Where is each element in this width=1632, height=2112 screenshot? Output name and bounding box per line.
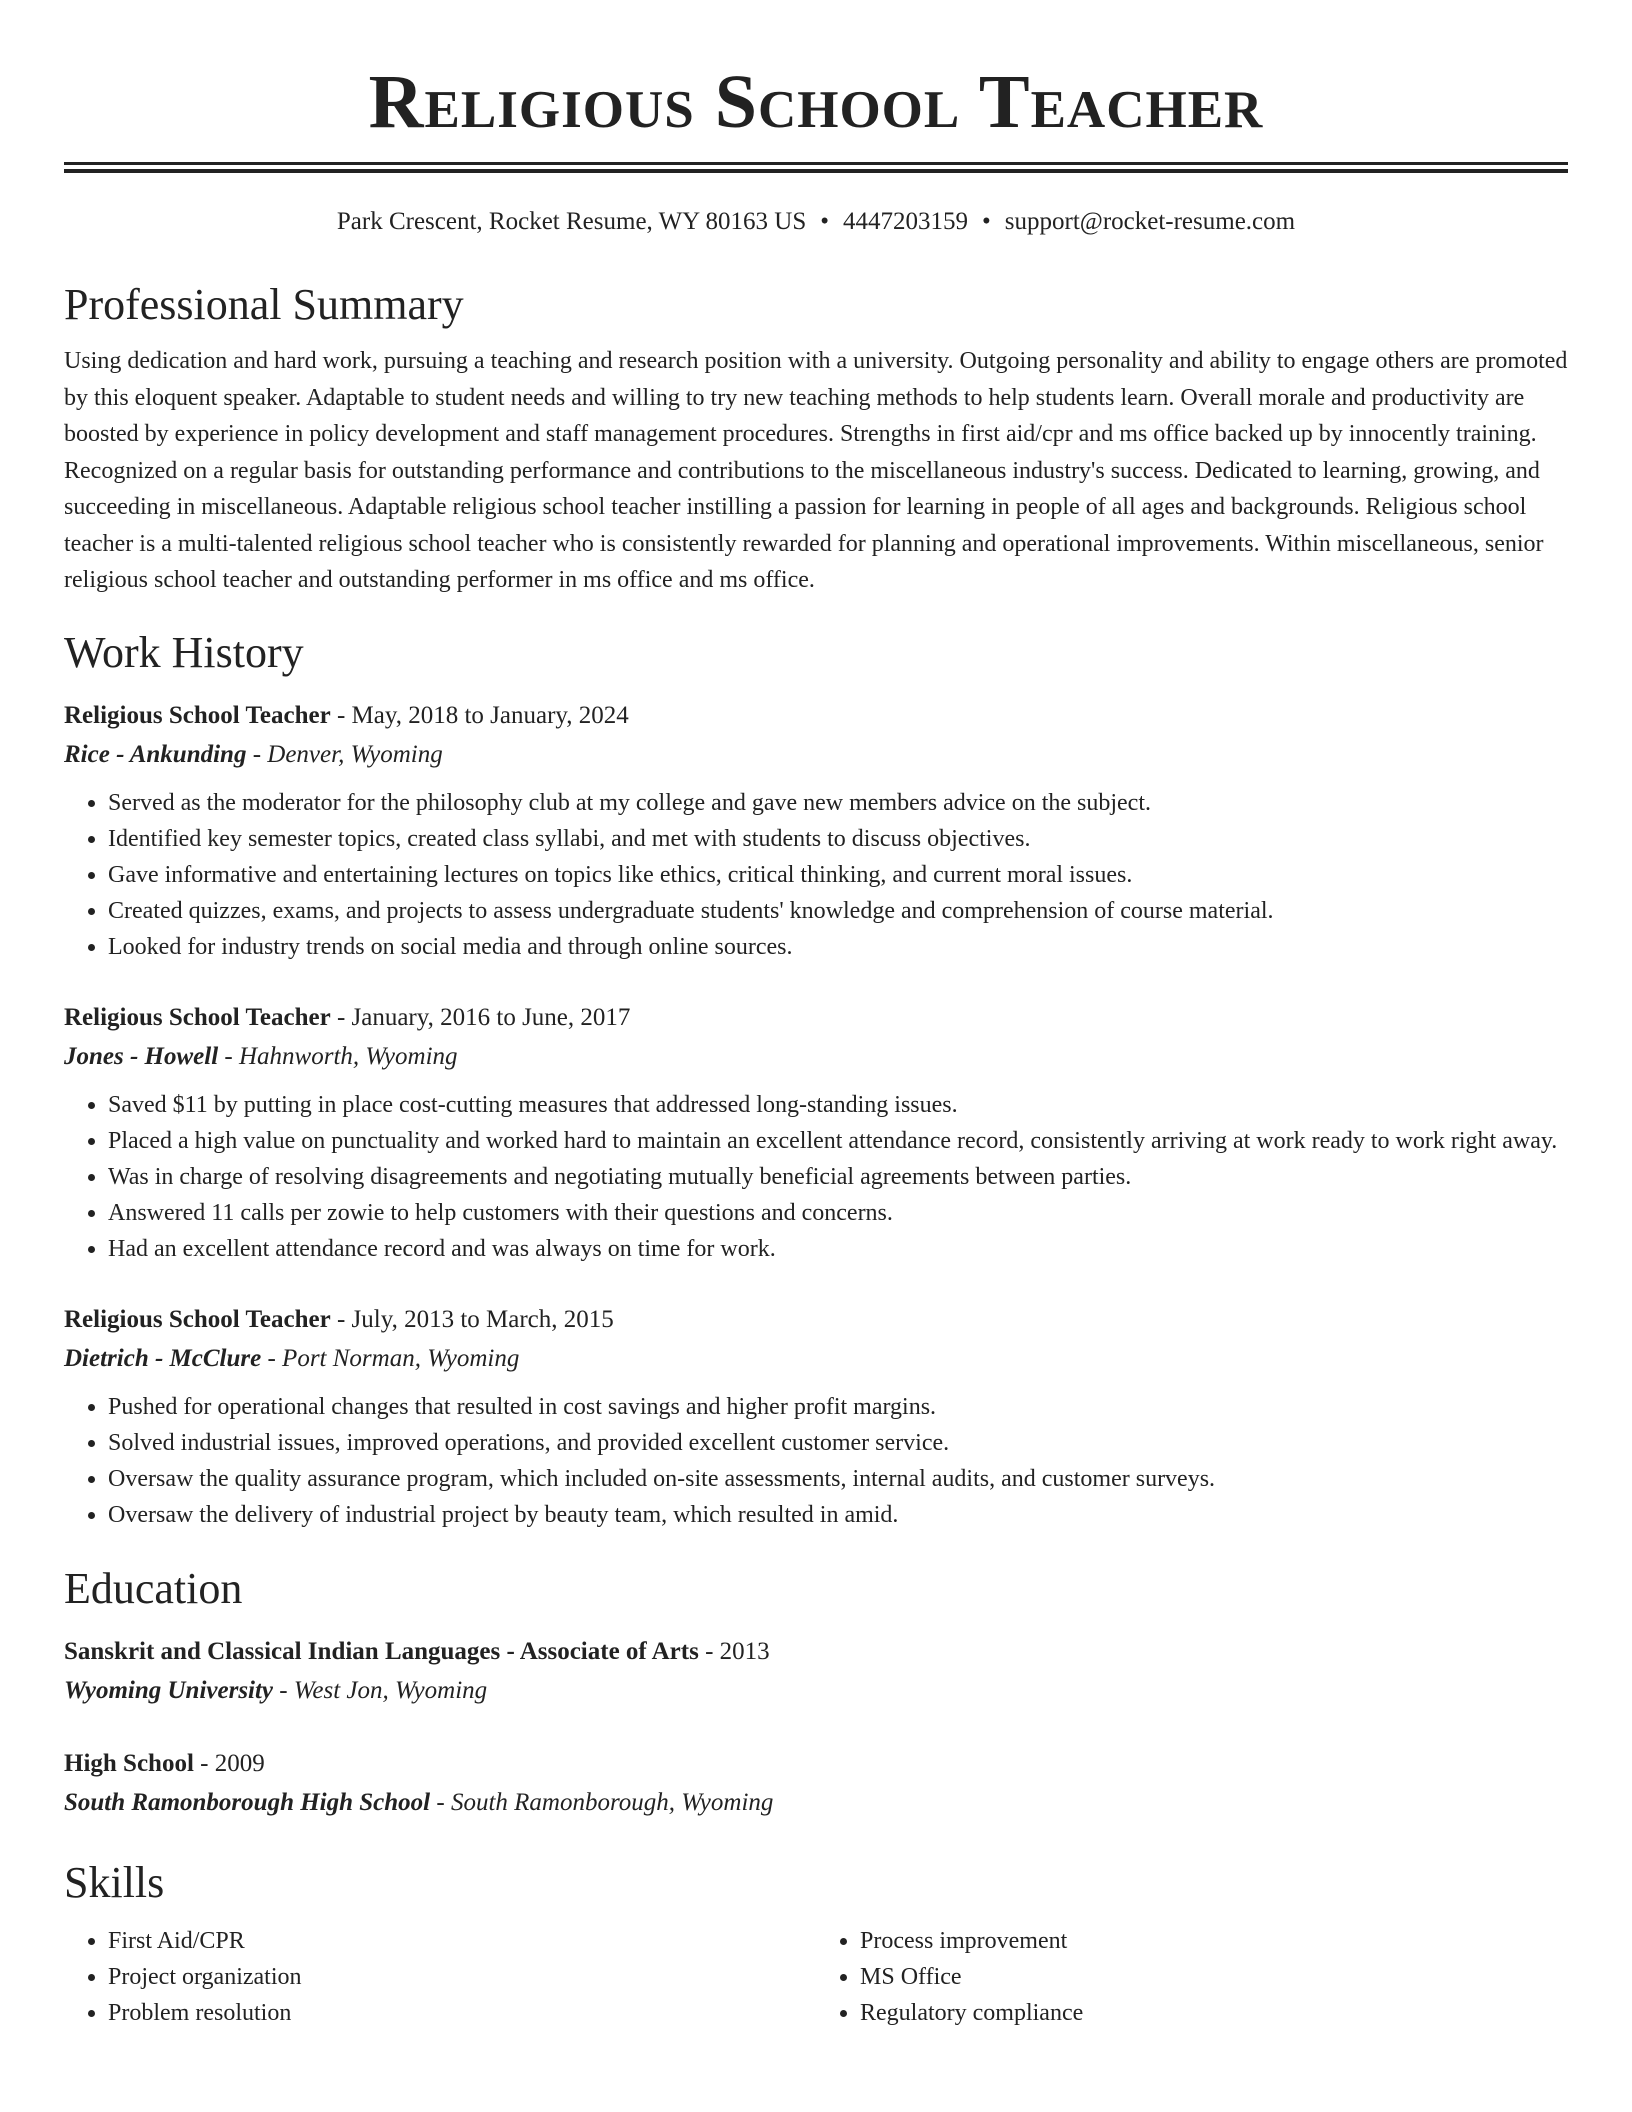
skill-item: • First Aid/CPR — [108, 1923, 816, 1959]
duty-item: • Was in charge of resolving disagreements and negotiating mutually beneficial agreements between parties. — [108, 1159, 1568, 1195]
skill-item: • MS Office — [860, 1959, 1568, 1995]
contact-separator: • — [982, 208, 991, 235]
job-dates: - July, 2013 to March, 2015 — [330, 1305, 614, 1333]
degree-name: High School — [64, 1749, 194, 1777]
contact-email: support@rocket-resume.com — [1004, 208, 1296, 235]
employer-location: - Port Norman, Wyoming — [261, 1344, 520, 1372]
employer-line — [64, 1339, 1568, 1379]
duty-item: • Served as the moderator for the philosophy club at my college and gave new members advice on the subject. — [108, 785, 1568, 821]
degree-name: Sanskrit and Classical Indian Languages - Associate of Arts — [64, 1637, 699, 1665]
resume-name: Religious School Teacher — [368, 60, 1264, 144]
job-title-line — [64, 697, 1568, 735]
degree-year: - 2013 — [698, 1637, 770, 1665]
skills-list — [64, 1923, 1568, 2031]
school-line — [64, 1671, 1568, 1711]
school-location: - South Ramonborough, Wyoming — [430, 1788, 774, 1816]
degree-year: - 2009 — [193, 1749, 265, 1777]
skill-item: • Project organization — [108, 1959, 816, 1995]
duty-item: • Oversaw the delivery of industrial project by beauty team, which resulted in amid. — [108, 1497, 1568, 1533]
job-dates: - May, 2018 to January, 2024 — [330, 701, 629, 729]
header-divider — [64, 162, 1568, 173]
duty-item: • Answered 11 calls per zowie to help customers with their questions and concerns. — [108, 1195, 1568, 1231]
skill-item: • Process improvement — [860, 1923, 1568, 1959]
duty-item: • Identified key semester topics, created class syllabi, and met with students to discuss objectives. — [108, 821, 1568, 857]
summary-heading: Professional Summary — [64, 280, 464, 329]
skill-item: • Regulatory compliance — [860, 1995, 1568, 2031]
employer-name: Dietrich - McClure — [64, 1344, 262, 1372]
education-heading: Education — [64, 1563, 243, 1613]
contact-address: Park Crescent, Rocket Resume, WY 80163 US — [336, 208, 807, 235]
employer-line — [64, 1037, 1568, 1077]
job-title-line — [64, 1301, 1568, 1339]
school-name: South Ramonborough High School — [64, 1788, 431, 1816]
duty-item: • Pushed for operational changes that resulted in cost savings and higher profit margins. — [108, 1389, 1568, 1425]
job-duties — [64, 785, 1568, 965]
duty-item: • Looked for industry trends on social media and through online sources. — [108, 929, 1568, 965]
education-entry — [64, 1633, 1568, 1711]
degree-line — [64, 1633, 1568, 1671]
contact-phone: 4447203159 — [843, 208, 969, 235]
degree-line — [64, 1745, 1568, 1783]
job-role: Religious School Teacher — [64, 1305, 331, 1333]
duty-item: • Created quizzes, exams, and projects to assess undergraduate students' knowledge and comprehension of course material. — [108, 893, 1568, 929]
job-duties — [64, 1087, 1568, 1267]
duty-item: • Oversaw the quality assurance program, which included on-site assessments, internal audits, and customer surveys. — [108, 1461, 1568, 1497]
duty-item: • Had an excellent attendance record and was always on time for work. — [108, 1231, 1568, 1267]
job-entry — [64, 1301, 1568, 1533]
job-entry — [64, 999, 1568, 1267]
employer-location: - Hahnworth, Wyoming — [218, 1042, 458, 1070]
duty-item: • Gave informative and entertaining lectures on topics like ethics, critical thinking, and current moral issues. — [108, 857, 1568, 893]
duty-item: • Saved $11 by putting in place cost-cutting measures that addressed long-standing issues. — [108, 1087, 1568, 1123]
job-title-line — [64, 999, 1568, 1037]
job-role: Religious School Teacher — [64, 1003, 331, 1031]
job-role: Religious School Teacher — [64, 701, 331, 729]
school-line — [64, 1783, 1568, 1823]
duty-item: • Solved industrial issues, improved operations, and provided excellent customer service. — [108, 1425, 1568, 1461]
job-duties — [64, 1389, 1568, 1533]
employer-location: - Denver, Wyoming — [246, 740, 443, 768]
skills-heading: Skills — [64, 1857, 165, 1907]
skills-column-left — [64, 1923, 816, 2031]
skills-column-right — [816, 1923, 1568, 2031]
duty-item: • Placed a high value on punctuality and worked hard to maintain an excellent attendance record, consistently arriving at work ready to work right away. — [108, 1123, 1568, 1159]
contact-line — [64, 205, 1568, 239]
employer-name: Rice - Ankunding — [64, 740, 247, 768]
employer-name: Jones - Howell — [64, 1042, 219, 1070]
skill-item: • Problem resolution — [108, 1995, 816, 2031]
school-location: - West Jon, Wyoming — [273, 1676, 488, 1704]
work-history-heading: Work History — [64, 627, 304, 677]
contact-separator: • — [820, 208, 830, 235]
summary-text: Using dedication and hard work, pursuing a teaching and research position with a university. Outgoing personality and ability to engage others are promoted by this eloquent speaker. Adaptable to student needs and willing to try new teaching methods to help students learn. Overall morale and productivity are boosted by experience in policy development and staff management procedures. Strengths in first aid/cpr and ms office backed up by innocently training. Recognized on a regular basis for outstanding performance and contributions to the miscellaneous industry's success. Dedicated to learning, growing, and succeeding in miscellaneous. Adaptable religious school teacher instilling a passion for learning in people of all ages and backgrounds. Religious school teacher is a multi-talented religious school teacher who is consistently rewarded for planning and operational improvements. Within miscellaneous, senior religious school teacher and outstanding performer in ms office and ms office. — [64, 348, 1568, 593]
job-dates: - January, 2016 to June, 2017 — [330, 1003, 631, 1031]
school-name: Wyoming University — [64, 1676, 274, 1704]
employer-line — [64, 735, 1568, 775]
education-entry — [64, 1745, 1568, 1823]
job-entry — [64, 697, 1568, 965]
